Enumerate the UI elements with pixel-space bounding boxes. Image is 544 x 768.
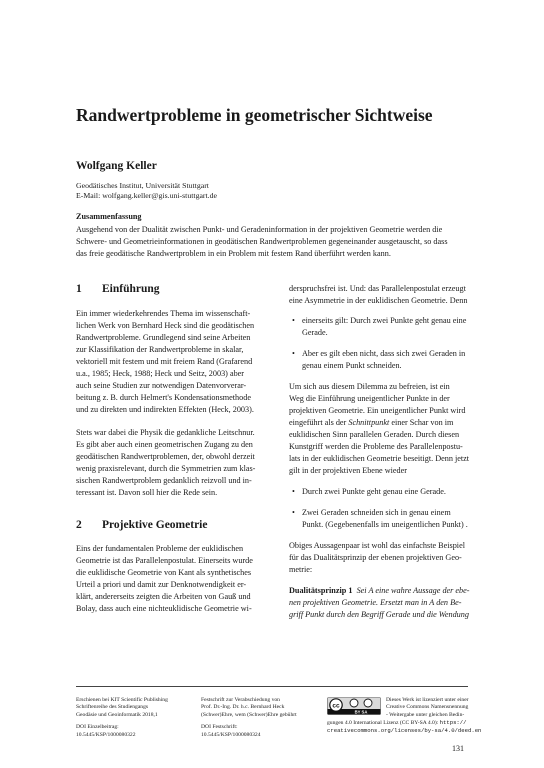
text-line: eine Asymmetrie in der euklidischen Geometrie. Denn [289, 296, 468, 305]
footer-line: Schriftenreihe des Studiengangs [76, 704, 149, 711]
license-url[interactable]: creativecommons.org/licenses/by-sa/4.0/deed.en [327, 727, 482, 735]
text-line: Gerade. [302, 328, 328, 337]
text-line [289, 585, 487, 597]
list-item [289, 348, 487, 372]
text-line: vektoriell mit festem und mit freiem Rand (Grafarend [76, 357, 253, 366]
by-circle [350, 699, 358, 707]
bullet-icon: • [292, 487, 295, 496]
text-line: Weg die Einführung uneigentlicher Punkte in der [289, 394, 450, 403]
list-item [289, 486, 487, 498]
footer-line: DOI Festschrift: [201, 724, 238, 731]
paragraph [76, 308, 274, 416]
footer-publisher [76, 697, 194, 739]
text-line: teressant ist. Davon soll hier die Rede sein. [76, 488, 218, 497]
paper-title: Randwertprobleme in geometrischer Sichtweise [76, 105, 433, 125]
footer-festschrift [201, 697, 323, 739]
bullet-icon: • [292, 508, 295, 517]
author-name: Wolfgang Keller [76, 160, 157, 172]
principle-label: Dualitätsprinzip 1 [289, 586, 353, 595]
bullet-icon: • [292, 316, 295, 325]
text-line: Zwei Geraden schneiden sich in genau einem [302, 508, 451, 517]
cc-license-badge-icon[interactable] [327, 697, 381, 715]
paragraph [76, 543, 274, 615]
section-2-heading [76, 519, 274, 531]
left-column [76, 283, 274, 615]
list-item [289, 507, 487, 531]
section-number: 2 [76, 519, 82, 531]
emphasized-term: Schnittpunkt [348, 418, 390, 427]
text-line: Durch zwei Punkte geht genau eine Gerade. [302, 487, 446, 496]
text-line: lichen Werk von Bernhard Heck sind die geodätischen [76, 321, 255, 330]
text-line: Es gibt aber auch einen geometrischen Zugang zu den [76, 440, 253, 449]
text-line: euklidischen Sinn parallelen Geraden. Durch diesen [289, 430, 460, 439]
section-title: Projektive Geometrie [102, 519, 208, 531]
text-line [289, 417, 487, 429]
footer-line: Geodäsie und Geoinformatik 2018,1 [76, 711, 158, 718]
text-line: Um sich aus diesem Dilemma zu befreien, ist ein [289, 382, 450, 391]
abstract-heading: Zusammenfassung [76, 212, 142, 221]
text-line: Aber es gilt eben nicht, dass sich zwei Geraden in [302, 349, 466, 358]
cc-badge-bottom-text: BY SA [354, 709, 368, 715]
footer-license-cont [327, 719, 487, 735]
text-line: auch seine Studien zur notwendigen Datenvorverar- [76, 381, 247, 390]
text-line: projektiven Geometrie. Ein uneigentlicher Punkt wird [289, 406, 466, 415]
bullet-icon: • [292, 349, 295, 358]
footer-line [327, 719, 487, 727]
text-line: die euklidische Geometrie von Kant als synthetisches [76, 568, 252, 577]
paragraph [289, 381, 487, 477]
section-title: Einführung [102, 283, 160, 295]
text-line: gilt in der projektiven Ebene wieder [289, 466, 407, 475]
text-line: Obiges Aussagenpaar ist wohl das einfachste Beispiel [289, 541, 465, 550]
footer-license [386, 697, 478, 719]
footer-line: - Weitergabe unter gleichen Bedin- [386, 711, 465, 718]
text-line: lats in der euklidischen Geometrie beseitigt. Denn jetzt [289, 454, 470, 463]
abstract-line: Ausgehend von der Dualität zwischen Punkt- und Geradeninformation in der projektiven Geometrie werden die [76, 225, 443, 234]
section-number: 1 [76, 283, 82, 295]
text-line: beitung z. B. durch Helmert's Kondensationsmethode [76, 393, 251, 402]
text-line: Stets war dabei die Physik die gedankliche Leitschnur. [76, 428, 255, 437]
text-line: klärt, andererseits zeigten die Arbeiten von Gauß und [76, 592, 251, 601]
text-line: Bolay, dass auch eine nichteuklidische Geometrie wi- [76, 604, 252, 613]
affiliation-block [76, 181, 476, 202]
text-line: derspruchsfrei ist. Und: das Parallelenpostulat erzeugt [289, 284, 466, 293]
text-run: eingeführt als der [289, 418, 349, 427]
principle-text: nen projektiven Geometrie. Ersetzt man in A den Be- [289, 598, 462, 607]
text-line: geodätischen Randwertproblemen, der, obwohl derzeit [76, 452, 255, 461]
principle-text: Sei A eine wahre Aussage der ebe- [356, 586, 470, 595]
text-line: für das Dualitätsprinzip der ebenen projektiven Geo- [289, 553, 462, 562]
paragraph [289, 283, 487, 307]
list-item [289, 315, 487, 339]
text-line: Urteil a priori und damit zur Denknotwendigkeit er- [76, 580, 247, 589]
cc-badge-top-text: cc [332, 702, 340, 710]
principle-block [289, 585, 487, 621]
paragraph [76, 427, 274, 499]
text-line: einerseits gilt: Durch zwei Punkte geht genau eine [302, 316, 467, 325]
abstract-body [76, 224, 468, 260]
paragraph [289, 540, 487, 576]
abstract-line: das freie geodätische Randwertproblem in ein Problem mit festem Rand überführt werden kann. [76, 249, 391, 258]
license-text: gungen 4.0 International Lizenz (CC BY-SA 4.0): [327, 720, 439, 726]
sa-circle [364, 699, 372, 707]
footer-line: (Schwer)Ehre, wem (Schwer)Ehre gebührt [201, 711, 297, 718]
footer-line: Dieses Werk ist lizenziert unter einer [386, 697, 469, 703]
text-line: wenig praxisrelevant, durch die Symmetrien zum klas- [76, 464, 256, 473]
affiliation: Geodätisches Institut, Universität Stuttgart [76, 181, 209, 190]
text-line: genau einem Punkt schneiden. [302, 361, 402, 370]
license-url-start[interactable]: https:// [439, 719, 467, 726]
footer-divider [76, 686, 468, 687]
bullet-list [289, 315, 487, 372]
right-column [289, 283, 487, 621]
footer-line: 10.5445/KSP/1000080322 [76, 731, 136, 738]
footer-line: 10.5445/KSP/1000080324 [201, 731, 261, 738]
text-line: Punkt. (Gegebenenfalls im uneigentlichen Punkt) . [302, 520, 468, 529]
principle-text: griff Punkt durch den Begriff Gerade und die Wendung [289, 610, 469, 619]
email: E-Mail: wolfgang.keller@gis.uni-stuttgart.de [76, 191, 217, 201]
section-1-heading [76, 283, 274, 295]
text-line: Randwertprobleme. Grundlegend sind seine Arbeiten [76, 333, 251, 342]
footer-line: Erschienen bei KIT Scientific Publishing [76, 697, 168, 703]
text-line: zur Klassifikation der Randwertprobleme in skalar, [76, 345, 244, 354]
footer-line: Creative Commons Namensnennung [386, 704, 469, 711]
text-line [289, 609, 487, 621]
footer-line: Festschrift zur Verabschiedung von [201, 697, 280, 703]
text-line: u.a., 1985; Heck, 1988; Heck und Seitz, 2003) aber [76, 369, 245, 378]
text-line: Ein immer wiederkehrendes Thema im wissenschaft- [76, 309, 251, 318]
text-line [289, 597, 487, 609]
footer-line: DOI Einzelbeitrag: [76, 724, 119, 731]
abstract-line: Schwere- und Geometrieinformationen in geodätischen Randwertproblemen gegeneinander ausgetauscht, so dass [76, 237, 448, 246]
page-number: 131 [452, 744, 464, 753]
text-run: einer Schar von im [389, 418, 454, 427]
text-line: sischen Randwertproblem gedanklich reizvoll und in- [76, 476, 252, 485]
text-line: metrie: [289, 565, 313, 574]
text-line: Geometrie ist das Parallelenpostulat. Einerseits wurde [76, 556, 253, 565]
text-line: und zu direkten und indirekten Effekten (Heck, 2003). [76, 405, 254, 414]
footer-line: Prof. Dr.-Ing. Dr. h.c. Bernhard Heck [201, 704, 285, 711]
text-line: Eins der fundamentalen Probleme der euklidischen [76, 544, 244, 553]
text-line: Kunstgriff werden die Probleme des Parallelenpostu- [289, 442, 463, 451]
bullet-list [289, 486, 487, 531]
